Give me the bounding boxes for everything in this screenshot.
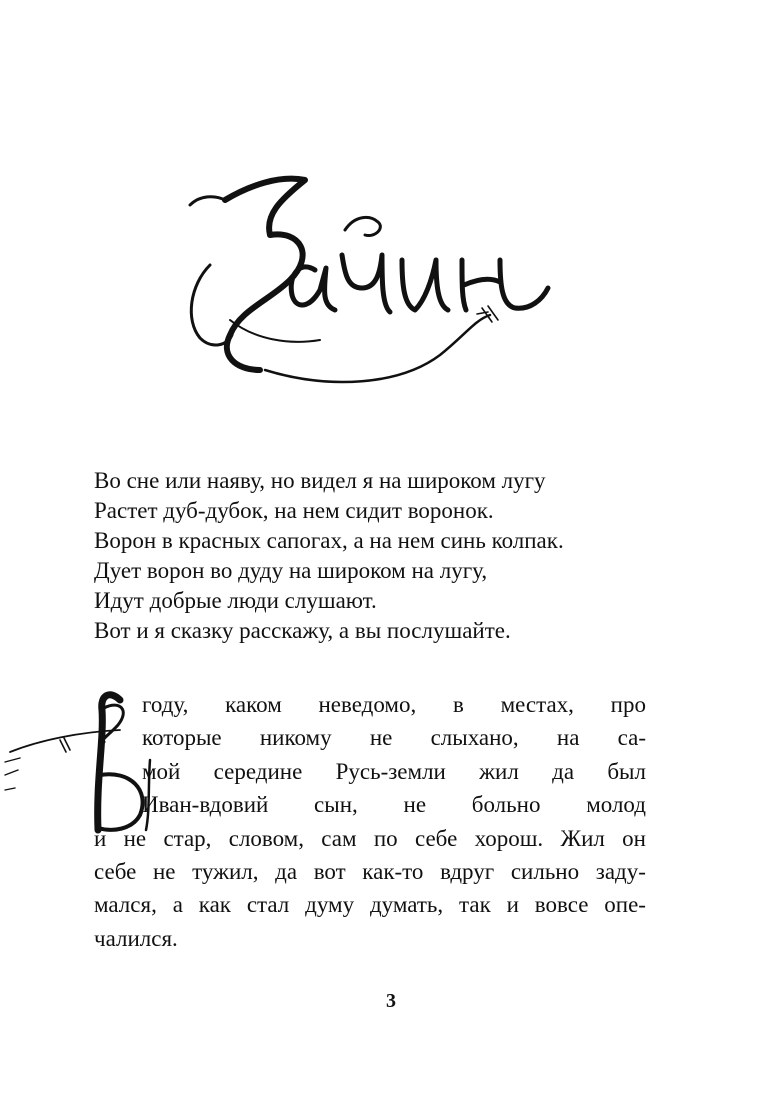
story-line bbox=[94, 888, 646, 921]
word: как bbox=[198, 892, 231, 918]
word: заду- bbox=[595, 859, 646, 885]
story-paragraph bbox=[94, 688, 646, 955]
epigraph-line: Идут добрые люди слушают. bbox=[94, 588, 377, 613]
word: не bbox=[369, 725, 393, 751]
word: каком bbox=[225, 692, 282, 717]
word: слыхано, bbox=[430, 725, 519, 751]
word: думать, bbox=[369, 892, 444, 918]
word: вовсе bbox=[534, 892, 589, 918]
word: тужил, bbox=[192, 859, 259, 885]
word: как-то bbox=[362, 859, 424, 885]
word: мой bbox=[142, 758, 181, 784]
word: местах, bbox=[500, 692, 574, 717]
word: опе- bbox=[604, 892, 646, 918]
word: не bbox=[152, 859, 176, 885]
epigraph-line: Во сне или наяву, но видел я на широком лугу bbox=[94, 468, 546, 493]
word: молод bbox=[586, 792, 646, 818]
story-line bbox=[94, 922, 646, 955]
story-line bbox=[142, 721, 646, 754]
story-line bbox=[94, 822, 646, 855]
word: Жил bbox=[560, 825, 605, 851]
word: середине bbox=[213, 758, 303, 784]
word: никому bbox=[259, 725, 332, 751]
word: себе bbox=[414, 825, 458, 851]
word: и bbox=[94, 825, 107, 851]
word: по bbox=[373, 825, 398, 851]
word: неведомо, bbox=[318, 692, 417, 717]
word: вот bbox=[313, 859, 346, 885]
word: был bbox=[607, 758, 646, 784]
story-line bbox=[142, 755, 646, 788]
word: вдруг bbox=[440, 859, 495, 885]
word: в bbox=[452, 692, 464, 717]
word: чалился. bbox=[94, 925, 178, 951]
word: сильно bbox=[510, 859, 580, 885]
word: Иван-вдовий bbox=[142, 792, 269, 818]
word: не bbox=[123, 825, 147, 851]
word: жил bbox=[479, 758, 519, 784]
word: хорош. bbox=[474, 825, 544, 851]
word: про bbox=[610, 692, 646, 717]
epigraph-line: Вот и я сказку расскажу, а вы послушайте. bbox=[94, 618, 511, 643]
title-calligraphy bbox=[170, 160, 570, 410]
word: так bbox=[459, 892, 491, 918]
epigraph-line: Ворон в красных сапогах, а на нем синь колпак. bbox=[94, 528, 564, 553]
story-line bbox=[142, 688, 646, 721]
word: не bbox=[403, 792, 427, 818]
word: сам bbox=[321, 825, 357, 851]
word: словом, bbox=[228, 825, 304, 851]
word: больно bbox=[471, 792, 541, 818]
word: мался, bbox=[94, 892, 157, 918]
word: и bbox=[506, 892, 519, 918]
story-line bbox=[142, 788, 646, 821]
word: Русь-земли bbox=[335, 758, 446, 784]
word: сын, bbox=[314, 792, 358, 818]
page-number: 3 bbox=[386, 990, 396, 1012]
word: на bbox=[556, 725, 580, 751]
word: стар, bbox=[163, 825, 212, 851]
story-line bbox=[94, 855, 646, 888]
word: да bbox=[275, 859, 298, 885]
word: а bbox=[172, 892, 183, 918]
word: са- bbox=[617, 725, 646, 751]
word: стал bbox=[246, 892, 290, 918]
epigraph-line: Растет дуб-дубок, на нем сидит воронок. bbox=[94, 498, 494, 523]
word: думу bbox=[305, 892, 355, 918]
epigraph bbox=[94, 466, 694, 646]
word: себе bbox=[94, 859, 137, 885]
word: он bbox=[622, 825, 646, 851]
word: году, bbox=[142, 692, 189, 717]
epigraph-line: Дует ворон во дуду на широком на лугу, bbox=[94, 558, 488, 583]
word: да bbox=[552, 758, 575, 784]
word: которые bbox=[142, 725, 222, 751]
